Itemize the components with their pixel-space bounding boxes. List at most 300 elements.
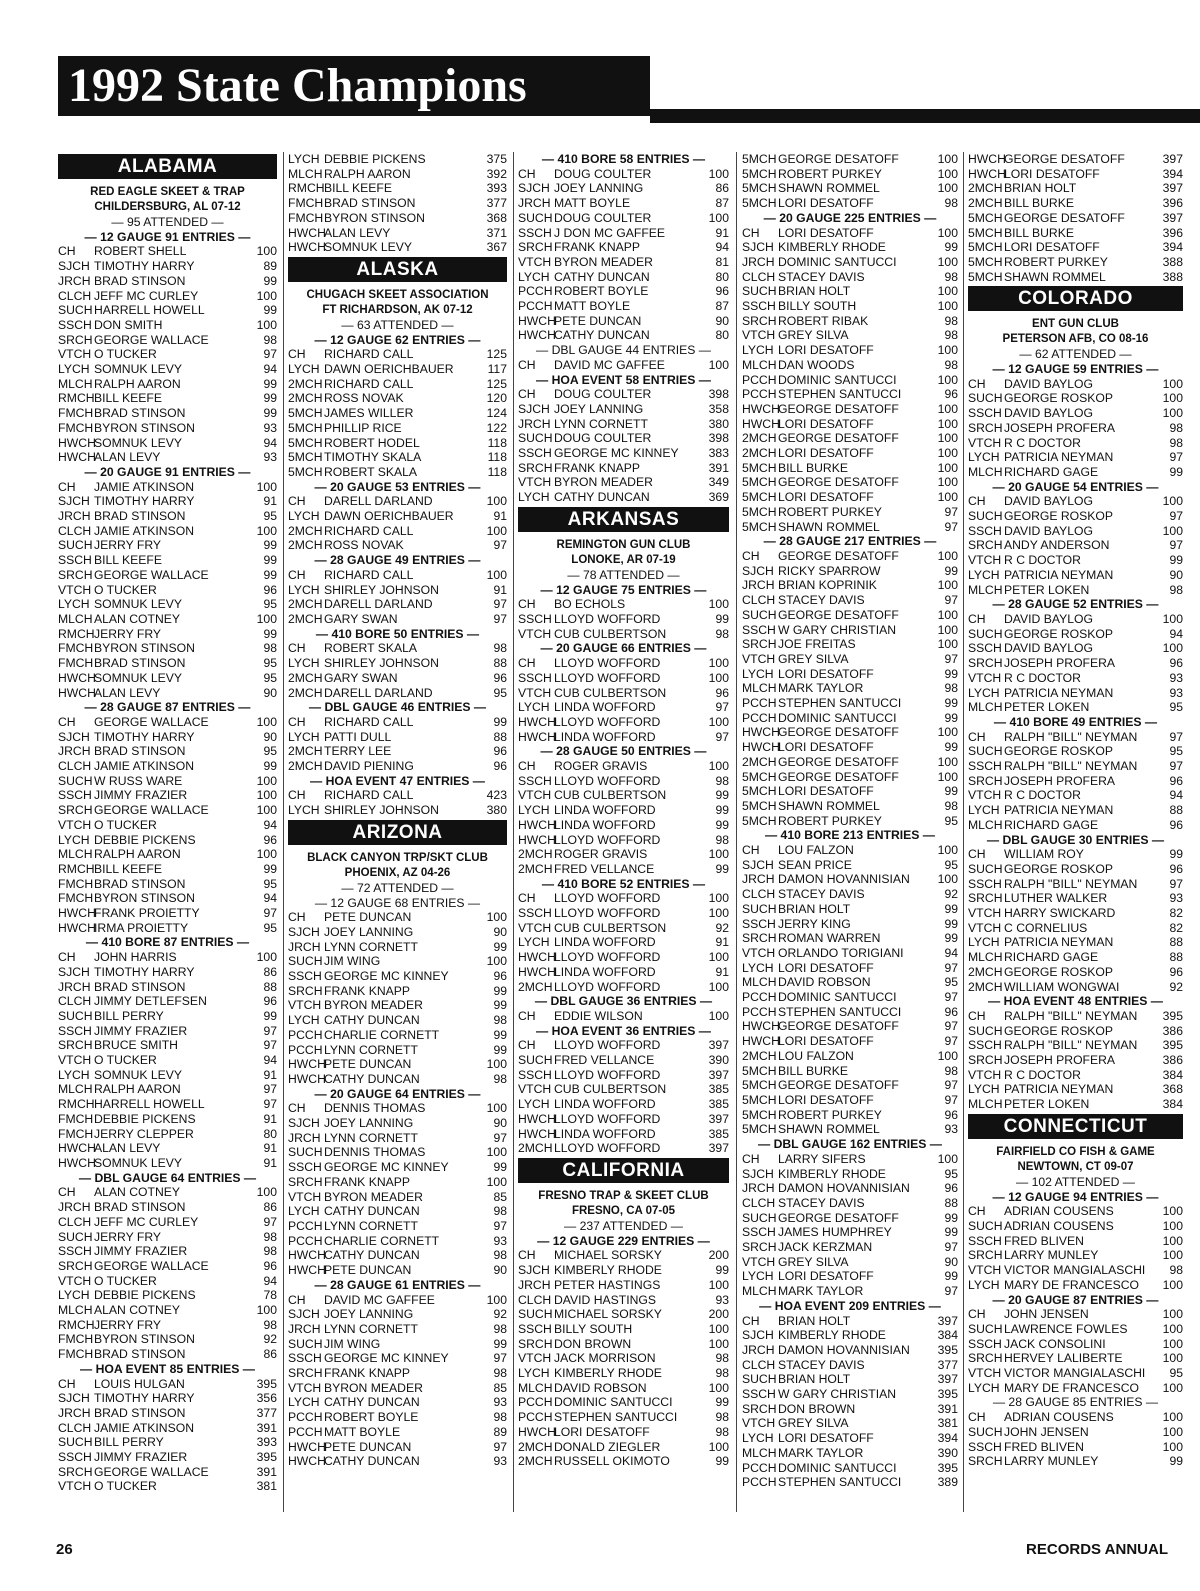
score: 125 — [486, 347, 507, 362]
result-row — [518, 700, 729, 715]
score: 100 — [486, 1057, 507, 1072]
score: 100 — [1162, 1233, 1183, 1248]
event-heading: — 12 GAUGE 229 ENTRIES — — [537, 1233, 710, 1248]
class-label: SSCH — [288, 1160, 322, 1175]
result-row — [742, 1225, 958, 1240]
score: 375 — [486, 152, 507, 166]
result-row — [742, 1475, 958, 1490]
score: 125 — [486, 376, 507, 391]
result-row — [288, 1204, 507, 1219]
shooter-name: WILLIAM ROY — [1004, 847, 1084, 862]
score: 97 — [944, 1240, 958, 1255]
shooter-name: TERRY LEE — [324, 744, 392, 759]
score: 98 — [944, 328, 958, 343]
score: 100 — [256, 803, 277, 818]
score: 98 — [715, 773, 729, 788]
shooter-name: JIMMY FRAZIER — [94, 1023, 188, 1038]
score: 99 — [493, 1160, 507, 1175]
shooter-name: PETE DUNCAN — [324, 1263, 412, 1278]
shooter-name: DENNIS THOMAS — [324, 1101, 426, 1116]
score: 96 — [493, 744, 507, 759]
score: 395 — [1162, 1038, 1183, 1053]
result-row — [58, 1377, 277, 1392]
shooter-name: LORI DESATOFF — [778, 784, 874, 799]
score: 98 — [715, 1410, 729, 1425]
result-row — [518, 431, 729, 446]
result-row — [742, 902, 958, 917]
shooter-name: VICTOR MANGIALASCHI — [1004, 1263, 1146, 1278]
shooter-name: RICHARD CALL — [324, 567, 414, 582]
score: 96 — [493, 969, 507, 984]
shooter-name: PATRICIA NEYMAN — [1004, 803, 1114, 818]
class-label: RMCH — [288, 181, 325, 196]
result-row — [58, 906, 277, 921]
result-row — [968, 1038, 1183, 1053]
shooter-name: SOMNUK LEVY — [94, 1156, 183, 1170]
result-row — [518, 818, 729, 833]
class-label: 5MCH — [742, 460, 777, 475]
score: 100 — [937, 343, 958, 358]
score: 95 — [263, 656, 277, 671]
result-row — [742, 1461, 958, 1476]
class-label: CH — [58, 1376, 76, 1391]
result-row — [968, 1381, 1183, 1396]
club-info: BLACK CANYON TRP/SKT CLUB — [307, 851, 488, 864]
result-row — [288, 568, 507, 583]
score: 97 — [263, 1023, 277, 1038]
score: 96 — [493, 759, 507, 774]
class-label: 5MCH — [742, 504, 777, 519]
shooter-name: DAVID BAYLOG — [1004, 376, 1093, 391]
shooter-name: LORI DESATOFF — [778, 490, 874, 505]
class-label: SUCH — [288, 954, 323, 969]
class-label: CH — [58, 950, 76, 965]
score: 368 — [486, 210, 507, 225]
class-label: LYCH — [518, 700, 550, 715]
result-row — [288, 1351, 507, 1366]
shooter-name: MATT BOYLE — [324, 1424, 401, 1439]
score: 97 — [944, 519, 958, 534]
score: 100 — [937, 769, 958, 784]
shooter-name: BRAD STINSON — [94, 406, 186, 421]
shooter-name: GEORGE WALLACE — [94, 332, 209, 347]
shooter-name: RALPH "BILL" NEYMAN — [1004, 1008, 1138, 1023]
class-label: CH — [742, 548, 760, 563]
class-label: JRCH — [742, 1181, 775, 1196]
class-label: SSCH — [968, 759, 1002, 774]
result-row — [968, 1204, 1183, 1219]
score: 100 — [708, 597, 729, 612]
score: 395 — [937, 1387, 958, 1402]
class-label: SSCH — [518, 670, 552, 685]
result-row — [288, 391, 507, 406]
result-row — [968, 774, 1183, 789]
shooter-name: LYNN CORNETT — [554, 416, 648, 431]
shooter-name: BRIAN HOLT — [778, 1372, 851, 1387]
shooter-name: GREY SILVA — [778, 651, 849, 666]
class-label: SUCH — [742, 284, 777, 299]
shooter-name: RICHARD GAGE — [1004, 817, 1099, 832]
shooter-name: FRANK KNAPP — [324, 1174, 411, 1189]
result-row — [58, 583, 277, 598]
score: 99 — [493, 714, 507, 729]
event-info: — 102 ATTENDED — — [1016, 1174, 1135, 1189]
score: 96 — [715, 685, 729, 700]
class-label: LYCH — [968, 803, 1000, 818]
shooter-name: LYNN CORNETT — [324, 939, 418, 954]
class-label: SRCH — [58, 1038, 93, 1053]
class-label: SRCH — [58, 1464, 93, 1479]
shooter-name: DAMON HOVANNISIAN — [778, 872, 910, 887]
shooter-name: BRIAN KOPRINIK — [778, 578, 877, 593]
class-label: JRCH — [58, 744, 91, 759]
class-label: SJCH — [742, 240, 774, 255]
shooter-name: BRAD STINSON — [94, 656, 186, 671]
shooter-name: W RUSS WARE — [94, 773, 183, 788]
score: 397 — [1162, 210, 1183, 225]
shooter-name: FRANK KNAPP — [554, 460, 641, 475]
shooter-name: BYRON MEADER — [324, 1380, 423, 1395]
class-label: CH — [968, 729, 986, 744]
shooter-name: RALPH AARON — [94, 847, 181, 862]
result-row — [742, 740, 958, 755]
state-heading: ALASKA — [288, 257, 507, 282]
shooter-name: LORI DESATOFF — [778, 416, 874, 431]
shooter-name: KIMBERLY RHODE — [778, 1166, 886, 1181]
class-label: SRCH — [288, 1174, 323, 1189]
shooter-name: BYRON MEADER — [324, 1189, 423, 1204]
class-label: CH — [968, 1410, 986, 1425]
shooter-name: RALPH "BILL" NEYMAN — [1004, 876, 1138, 891]
class-label: SSCH — [518, 225, 552, 240]
shooter-name: MARK TAYLOR — [778, 681, 864, 696]
shooter-name: CATHY DUNCAN — [554, 490, 650, 505]
class-label: JRCH — [58, 1200, 91, 1215]
club-info: NEWTOWN, CT 09-07 — [1017, 1160, 1134, 1173]
class-label: CLCH — [58, 523, 92, 538]
score: 99 — [944, 1225, 958, 1240]
score: 91 — [263, 1111, 277, 1126]
result-row — [742, 284, 958, 299]
result-row — [58, 1038, 277, 1053]
class-label: 5MCH — [742, 784, 777, 799]
score: 93 — [944, 1122, 958, 1137]
result-row — [58, 494, 277, 509]
result-row — [288, 1410, 507, 1425]
class-label: LYCH — [288, 729, 320, 744]
result-row — [518, 597, 729, 612]
shooter-name: LINDA WOFFORD — [554, 729, 656, 744]
result-row — [518, 1381, 729, 1396]
class-label: FMCH — [58, 1332, 94, 1347]
result-row — [742, 946, 958, 961]
shooter-name: GEORGE DESATOFF — [778, 754, 899, 769]
score: 99 — [493, 1336, 507, 1351]
class-label: 2MCH — [968, 979, 1003, 994]
score: 87 — [715, 196, 729, 211]
shooter-name: O TUCKER — [94, 1479, 157, 1494]
result-row — [742, 770, 958, 785]
score: 98 — [715, 1424, 729, 1439]
shooter-name: LLOYD WOFFORD — [554, 906, 661, 921]
event-info: — DBL GAUGE 44 ENTRIES — — [536, 343, 711, 358]
class-label: CLCH — [742, 269, 776, 284]
shooter-name: JOHN HARRIS — [94, 950, 177, 965]
score: 117 — [487, 362, 507, 377]
shooter-name: STACEY DAVIS — [778, 269, 865, 284]
score: 99 — [715, 1263, 729, 1278]
result-row — [58, 568, 277, 583]
class-label: VTCH — [742, 1416, 776, 1431]
result-row — [742, 843, 958, 858]
class-label: CH — [58, 714, 76, 729]
class-label: SJCH — [58, 1391, 90, 1406]
result-row — [968, 196, 1183, 211]
shooter-name: BILL BURKE — [1004, 225, 1074, 240]
class-label: SUCH — [58, 1229, 93, 1244]
score: 90 — [944, 1254, 958, 1269]
shooter-name: ANDY ANDERSON — [1004, 538, 1110, 553]
event-info: — 95 ATTENDED — — [111, 215, 224, 229]
score: 397 — [708, 1141, 729, 1156]
result-row — [968, 1410, 1183, 1425]
score: 92 — [944, 887, 958, 902]
shooter-name: SEAN PRICE — [778, 857, 852, 872]
class-label: MLCH — [742, 975, 777, 990]
score: 99 — [944, 563, 958, 578]
shooter-name: ALAN COTNEY — [94, 611, 181, 626]
result-row — [742, 1108, 958, 1123]
score: 97 — [493, 538, 507, 553]
shooter-name: ROSS NOVAK — [324, 538, 404, 553]
class-label: 2MCH — [288, 538, 323, 553]
class-label: CH — [968, 847, 986, 862]
score: 97 — [1169, 729, 1183, 744]
event-heading: — HOA EVENT 36 ENTRIES — — [536, 1023, 711, 1038]
result-row — [288, 347, 507, 362]
result-row — [742, 1019, 958, 1034]
result-row — [58, 862, 277, 877]
class-label: VTCH — [968, 670, 1002, 685]
result-row — [742, 240, 958, 255]
score: 93 — [493, 1454, 507, 1469]
shooter-name: R C DOCTOR — [1004, 553, 1081, 568]
result-row — [58, 524, 277, 539]
shooter-name: JOEY LANNING — [324, 1116, 414, 1131]
class-label: SRCH — [288, 983, 323, 998]
result-row — [518, 1263, 729, 1278]
result-row — [58, 1274, 277, 1289]
class-label: CLCH — [58, 288, 92, 303]
shooter-name: GEORGE DESATOFF — [778, 1019, 899, 1034]
shooter-name: JERRY CLEPPER — [94, 1126, 194, 1141]
score: 100 — [937, 622, 958, 637]
score: 95 — [944, 975, 958, 990]
shooter-name: LLOYD WOFFORD — [554, 1141, 661, 1156]
score: 98 — [493, 1366, 507, 1381]
class-label: 2MCH — [518, 861, 553, 876]
score: 99 — [715, 817, 729, 832]
score: 93 — [493, 1233, 507, 1248]
score: 395 — [937, 1342, 958, 1357]
class-label: HWCH — [58, 450, 96, 465]
shooter-name: ROBERT BOYLE — [554, 284, 649, 299]
score: 98 — [263, 1244, 277, 1259]
event-heading: — DBL GAUGE 36 ENTRIES — — [534, 994, 713, 1009]
club-info: CHUGACH SKEET ASSOCIATION — [306, 288, 489, 301]
shooter-name: MATT BOYLE — [554, 299, 631, 314]
class-label: HWCH — [742, 725, 780, 740]
score: 99 — [944, 240, 958, 255]
result-row — [968, 1425, 1183, 1440]
shooter-name: GREY SILVA — [778, 328, 849, 343]
result-row — [742, 373, 958, 388]
class-label: MLCH — [742, 681, 777, 696]
shooter-name: BILLY SOUTH — [554, 1321, 633, 1336]
shooter-name: ROBERT PURKEY — [778, 166, 882, 181]
shooter-name: GEORGE WALLACE — [94, 714, 209, 729]
result-row — [968, 730, 1183, 745]
score: 100 — [256, 611, 277, 626]
result-row — [968, 1440, 1183, 1455]
score: 100 — [708, 891, 729, 906]
score: 100 — [937, 446, 958, 461]
class-label: LYCH — [58, 362, 90, 377]
event-heading: — 12 GAUGE 62 ENTRIES — — [314, 332, 481, 347]
result-row — [58, 656, 277, 671]
shooter-name: LLOYD WOFFORD — [554, 1038, 661, 1053]
shooter-name: TIMOTHY HARRY — [94, 494, 195, 509]
score: 91 — [263, 1141, 277, 1156]
result-row — [288, 1190, 507, 1205]
result-row — [742, 696, 958, 711]
score: 94 — [263, 435, 277, 450]
class-label: JRCH — [58, 1405, 91, 1420]
class-label: SRCH — [742, 1240, 777, 1255]
score: 395 — [256, 1450, 277, 1465]
result-row — [742, 1049, 958, 1064]
class-label: SUCH — [518, 1307, 553, 1322]
score: 82 — [1169, 920, 1183, 935]
score: 97 — [944, 960, 958, 975]
class-label: HWCH — [518, 1424, 556, 1439]
result-row — [58, 877, 277, 892]
class-label: CH — [518, 597, 536, 612]
result-row — [58, 274, 277, 289]
score: 99 — [944, 666, 958, 681]
score: 99 — [493, 939, 507, 954]
score: 96 — [944, 1004, 958, 1019]
shooter-name: SHAWN ROMMEL — [778, 1122, 880, 1137]
result-row — [742, 755, 958, 770]
result-row — [58, 965, 277, 980]
class-label: CLCH — [742, 593, 776, 608]
result-row — [518, 1351, 729, 1366]
class-label: VTCH — [518, 1351, 552, 1366]
shooter-name: JOHN JENSEN — [1004, 1424, 1089, 1439]
shooter-name: LINDA WOFFORD — [554, 1097, 656, 1112]
event-heading: — 20 GAUGE 54 ENTRIES — — [992, 479, 1159, 494]
class-label: SSCH — [742, 622, 776, 637]
score: 385 — [708, 1126, 729, 1141]
shooter-name: GEORGE DESATOFF — [778, 1078, 899, 1093]
score: 91 — [715, 225, 729, 240]
shooter-name: JAMIE ATKINSON — [94, 523, 194, 538]
result-row — [742, 387, 958, 402]
class-label: HWCH — [968, 152, 1006, 166]
event-heading: — 20 GAUGE 91 ENTRIES — — [84, 464, 251, 479]
shooter-name: CUB CULBERTSON — [554, 788, 667, 803]
result-row — [288, 1440, 507, 1455]
score: 384 — [1162, 1097, 1183, 1112]
class-label: JRCH — [518, 416, 551, 431]
result-row — [742, 299, 958, 314]
shooter-name: DOMINIC SANTUCCI — [778, 710, 897, 725]
result-row — [518, 226, 729, 241]
result-row — [742, 1269, 958, 1284]
shooter-name: MATT BOYLE — [554, 196, 631, 211]
result-row — [58, 1332, 277, 1347]
shooter-name: ADRIAN COUSENS — [1004, 1204, 1114, 1219]
score: 367 — [486, 240, 507, 255]
result-row — [288, 940, 507, 955]
shooter-name: CATHY DUNCAN — [324, 1204, 420, 1219]
shooter-name: LINDA WOFFORD — [554, 817, 656, 832]
shooter-name: SOMNUK LEVY — [94, 670, 183, 685]
shooter-name: ROBERT SKALA — [324, 464, 418, 479]
score: 89 — [493, 1424, 507, 1439]
score: 100 — [708, 210, 729, 225]
result-row — [518, 1082, 729, 1097]
score: 97 — [263, 1082, 277, 1097]
class-label: 5MCH — [288, 450, 323, 465]
class-label: PCCH — [742, 696, 777, 711]
shooter-name: PETER LOKEN — [1004, 582, 1090, 597]
result-row — [968, 1053, 1183, 1068]
class-label: CH — [518, 387, 536, 402]
result-row — [742, 1181, 958, 1196]
score: 385 — [708, 1097, 729, 1112]
shooter-name: JOHN JENSEN — [1004, 1307, 1089, 1322]
shooter-name: ORLANDO TORIGIANI — [778, 945, 904, 960]
shooter-name: STACEY DAVIS — [778, 1195, 865, 1210]
score: 97 — [263, 1038, 277, 1053]
result-row — [518, 211, 729, 226]
class-label: FMCH — [58, 656, 94, 671]
result-row — [968, 167, 1183, 182]
class-label: VTCH — [518, 475, 552, 490]
result-row — [968, 450, 1183, 465]
shooter-name: JERRY FRY — [94, 626, 162, 641]
score: 99 — [715, 1454, 729, 1469]
result-row — [58, 1421, 277, 1436]
class-label: SUCH — [742, 1210, 777, 1225]
shooter-name: RALPH "BILL" NEYMAN — [1004, 759, 1138, 774]
shooter-name: TIMOTHY HARRY — [94, 729, 195, 744]
score: 100 — [1162, 1380, 1183, 1395]
class-label: 2MCH — [968, 181, 1003, 196]
score: 88 — [944, 1195, 958, 1210]
result-row — [968, 1024, 1183, 1039]
score: 100 — [937, 1151, 958, 1166]
shooter-name: PATRICIA NEYMAN — [1004, 450, 1114, 465]
class-label: MLCH — [58, 1082, 93, 1097]
result-row — [968, 1097, 1183, 1112]
score: 397 — [1162, 152, 1183, 166]
shooter-name: DON BROWN — [554, 1336, 632, 1351]
class-label: MLCH — [518, 1380, 553, 1395]
result-row — [968, 226, 1183, 241]
